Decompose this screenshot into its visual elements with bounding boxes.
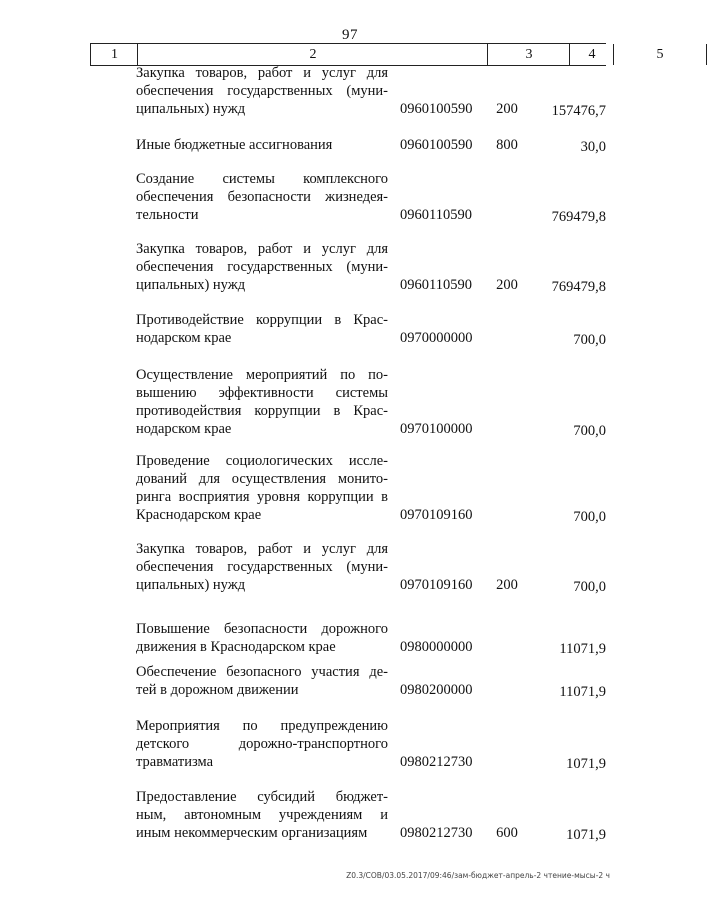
- row-description-line: Закупка товаров, работ и услуг для: [136, 65, 388, 81]
- row-description: [136, 540, 388, 594]
- header-col-2: 2: [137, 44, 488, 65]
- row-code: 0980212730: [400, 825, 473, 841]
- row-amount: 700,0: [573, 509, 606, 525]
- row-description-line: нодарском крае: [136, 330, 232, 346]
- row-amount: 11071,9: [559, 641, 606, 657]
- row-description: [136, 788, 388, 842]
- row-code: 0960110590: [400, 207, 472, 223]
- row-code: 0980212730: [400, 754, 473, 770]
- header-col-4: 4: [569, 44, 614, 65]
- header-col-5: 5: [613, 44, 707, 65]
- row-description-line: противодействия коррупции в Крас-: [136, 403, 388, 419]
- row-description-line: ципальных) нужд: [136, 277, 246, 293]
- row-code: 0970100000: [400, 421, 473, 437]
- row-description-line: иным некоммерческим организациям: [136, 825, 368, 841]
- row-code: 0960100590: [400, 101, 473, 117]
- row-amount: 700,0: [573, 579, 606, 595]
- row-amount: 769479,8: [551, 279, 606, 295]
- row-amount: 700,0: [573, 423, 606, 439]
- row-description-line: Мероприятия по предупреждению: [136, 718, 388, 734]
- row-expense-type: 200: [496, 101, 518, 117]
- row-description-line: детского дорожно-транспортного: [136, 736, 388, 752]
- row-description: [136, 452, 388, 524]
- row-description-line: Иные бюджетные ассигнования: [136, 137, 333, 153]
- row-description-line: Создание системы комплексного: [136, 171, 388, 187]
- row-description-line: нодарском крае: [136, 421, 232, 437]
- row-description-line: тельности: [136, 207, 199, 223]
- row-description-line: обеспечения государственных (муни-: [136, 559, 388, 575]
- row-amount: 30,0: [580, 139, 606, 155]
- row-code: 0960110590: [400, 277, 472, 293]
- row-description: [136, 620, 388, 656]
- row-description-line: Обеспечение безопасного участия де-: [136, 664, 388, 680]
- row-code: 0960100590: [400, 137, 473, 153]
- row-expense-type: 600: [496, 825, 518, 841]
- row-description-line: Осуществление мероприятий по по-: [136, 367, 388, 383]
- row-description-line: движения в Краснодарском крае: [136, 639, 336, 655]
- row-amount: 1071,9: [566, 827, 606, 843]
- row-description-line: Краснодарском крае: [136, 507, 262, 523]
- table-header: [90, 43, 664, 66]
- row-description: [136, 717, 388, 771]
- row-description: [136, 170, 388, 224]
- row-description-line: тей в дорожном движении: [136, 682, 299, 698]
- row-description-line: Повышение безопасности дорожного: [136, 621, 388, 637]
- row-code: 0970000000: [400, 330, 473, 346]
- row-amount: 11071,9: [559, 684, 606, 700]
- row-description-line: Предоставление субсидий бюджет-: [136, 789, 388, 805]
- row-expense-type: 200: [496, 277, 518, 293]
- row-amount: 700,0: [573, 332, 606, 348]
- row-description-line: Закупка товаров, работ и услуг для: [136, 541, 388, 557]
- row-expense-type: 200: [496, 577, 518, 593]
- row-description-line: ципальных) нужд: [136, 101, 246, 117]
- row-amount: 769479,8: [551, 209, 606, 225]
- row-code: 0980200000: [400, 682, 473, 698]
- row-description-line: Закупка товаров, работ и услуг для: [136, 241, 388, 257]
- row-description-line: Противодействие коррупции в Крас-: [136, 312, 388, 328]
- footer-stamp: Z0.3/COB/03.05.2017/09:46/зам-бюджет-апрель-2 чтение-мысы-2 ч: [346, 871, 610, 880]
- row-code: 0980000000: [400, 639, 473, 655]
- row-description-line: ринга восприятия уровня коррупции в: [136, 489, 388, 505]
- row-expense-type: 800: [496, 137, 518, 153]
- row-description: [136, 64, 388, 118]
- row-description-line: Проведение социологических иссле-: [136, 453, 388, 469]
- row-amount: 157476,7: [551, 103, 606, 119]
- row-description-line: вышению эффективности системы: [136, 385, 388, 401]
- row-description-line: травматизма: [136, 754, 214, 770]
- row-description-line: дований для осуществления монито-: [136, 471, 388, 487]
- row-description: [136, 663, 388, 699]
- page-number: 97: [342, 27, 358, 43]
- row-description-line: обеспечения безопасности жизнедея-: [136, 189, 388, 205]
- row-description-line: обеспечения государственных (муни-: [136, 83, 388, 99]
- header-col-1: 1: [90, 44, 138, 65]
- row-description: [136, 311, 388, 347]
- row-description: [136, 366, 388, 438]
- row-description: [136, 240, 388, 294]
- row-description: [136, 136, 388, 154]
- header-col-3: 3: [487, 44, 570, 65]
- row-code: 0970109160: [400, 507, 473, 523]
- row-description-line: ным, автономным учреждениям и: [136, 807, 388, 823]
- row-description-line: обеспечения государственных (муни-: [136, 259, 388, 275]
- row-code: 0970109160: [400, 577, 473, 593]
- row-description-line: ципальных) нужд: [136, 577, 246, 593]
- row-amount: 1071,9: [566, 756, 606, 772]
